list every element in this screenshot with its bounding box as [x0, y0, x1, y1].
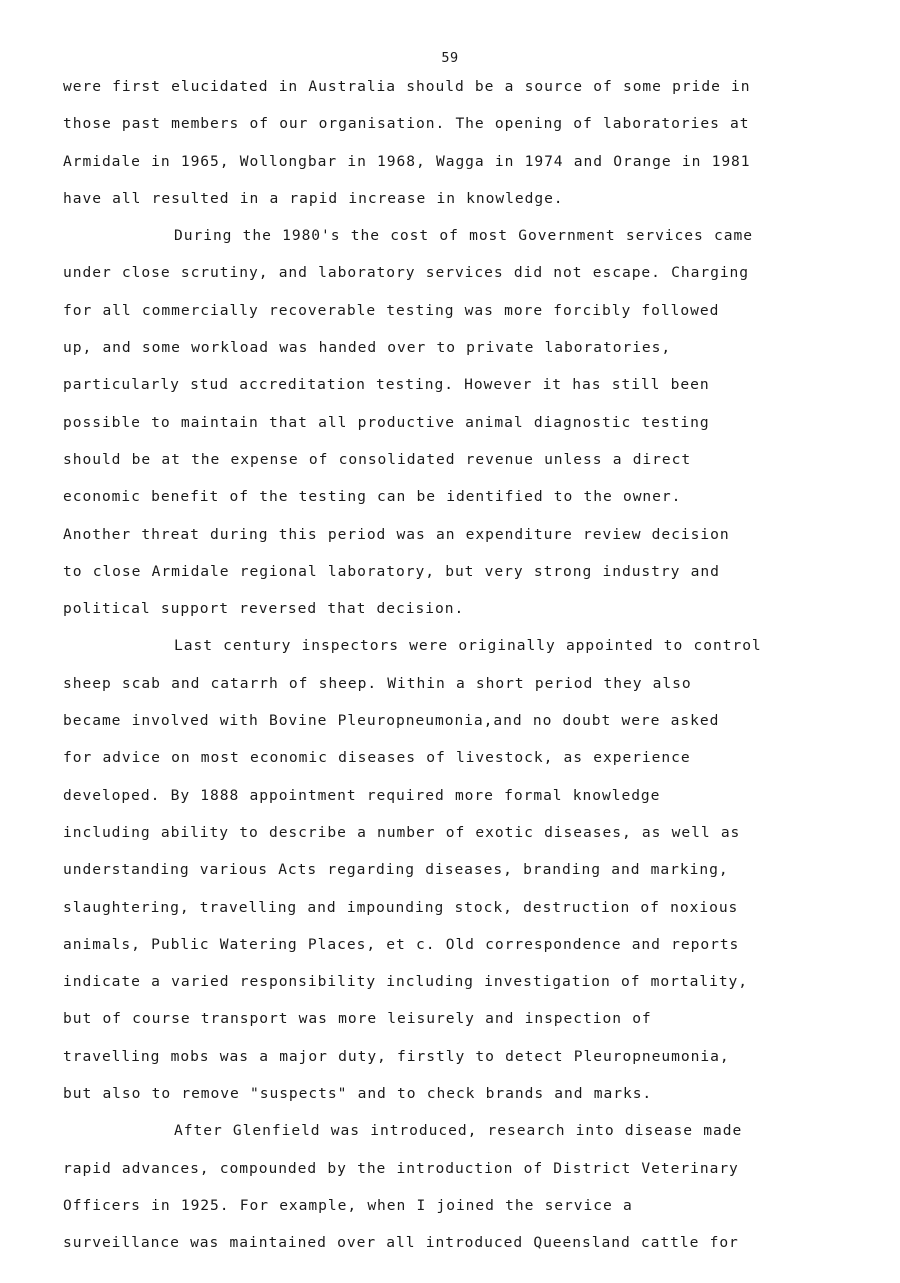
paragraph-2-line-10: to close Armidale regional laboratory, but very strong industry and	[63, 562, 720, 580]
paragraph-4-line-3: Officers in 1925. For example, when I joined the service a	[63, 1196, 633, 1214]
page-number: 59	[441, 50, 459, 66]
paragraph-3-line-2: sheep scab and catarrh of sheep. Within a short period they also	[63, 674, 692, 692]
paragraph-2-line-4: up, and some workload was handed over to private laboratories,	[63, 339, 672, 357]
paragraph-2-line-6: possible to maintain that all productive animal diagnostic testing	[63, 413, 710, 431]
paragraph-3-line-7: understanding various Acts regarding diseases, branding and marking,	[63, 861, 729, 879]
paragraph-1-line-1: were first elucidated in Australia should be a source of some pride in	[63, 78, 751, 95]
paragraph-1-line-4: have all resulted in a rapid increase in knowledge.	[63, 189, 564, 207]
paragraph-3-line-4: for advice on most economic diseases of livestock, as experience	[63, 749, 691, 767]
paragraph-3-line-8: slaughtering, travelling and impounding stock, destruction of noxious	[63, 898, 739, 916]
body-text	[63, 72, 853, 1266]
paragraph-2-line-7: should be at the expense of consolidated revenue unless a direct	[63, 450, 692, 468]
paragraph-1-line-3: Armidale in 1965, Wollongbar in 1968, Wagga in 1974 and Orange in 1981	[63, 152, 751, 170]
paragraph-2-line-11: political support reversed that decision.	[63, 600, 465, 618]
paragraph-3-line-6: including ability to describe a number of exotic diseases, as well as	[63, 823, 741, 841]
paragraph-3-line-3: became involved with Bovine Pleuropneumonia,and no doubt were asked	[63, 712, 720, 730]
paragraph-2-line-5: particularly stud accreditation testing. However it has still been	[63, 376, 710, 394]
paragraph-2-line-3: for all commercially recoverable testing was more forcibly followed	[63, 301, 720, 319]
paragraph-3-line-10: indicate a varied responsibility including investigation of mortality,	[63, 973, 749, 991]
paragraph-3-line-11: but of course transport was more leisurely and inspection of	[63, 1010, 652, 1028]
paragraph-2-line-9: Another threat during this period was an expenditure review decision	[63, 525, 730, 543]
paragraph-4-line-4: surveillance was maintained over all introduced Queensland cattle for	[63, 1234, 739, 1252]
paragraph-1-line-2: those past members of our organisation. The opening of laboratories at	[63, 115, 750, 133]
paragraph-4-line-2: rapid advances, compounded by the introduction of District Veterinary	[63, 1159, 739, 1177]
paragraph-3-line-5: developed. By 1888 appointment required more formal knowledge	[63, 786, 661, 804]
paragraph-2-line-2: under close scrutiny, and laboratory services did not escape. Charging	[63, 264, 750, 282]
paragraph-3-line-13: but also to remove "suspects" and to check brands and marks.	[63, 1085, 653, 1103]
paragraph-2-line-1: During the 1980's the cost of most Government services came	[174, 227, 753, 245]
paragraph-2-line-8: economic benefit of the testing can be identified to the owner.	[63, 488, 682, 506]
paragraph-4-line-1: After Glenfield was introduced, research into disease made	[174, 1122, 743, 1140]
paragraph-3-line-1: Last century inspectors were originally appointed to control	[174, 637, 762, 655]
paragraph-3-line-12: travelling mobs was a major duty, firstly to detect Pleuropneumonia,	[63, 1047, 730, 1065]
paragraph-3-line-9: animals, Public Watering Places, et c. Old correspondence and reports	[63, 935, 740, 953]
